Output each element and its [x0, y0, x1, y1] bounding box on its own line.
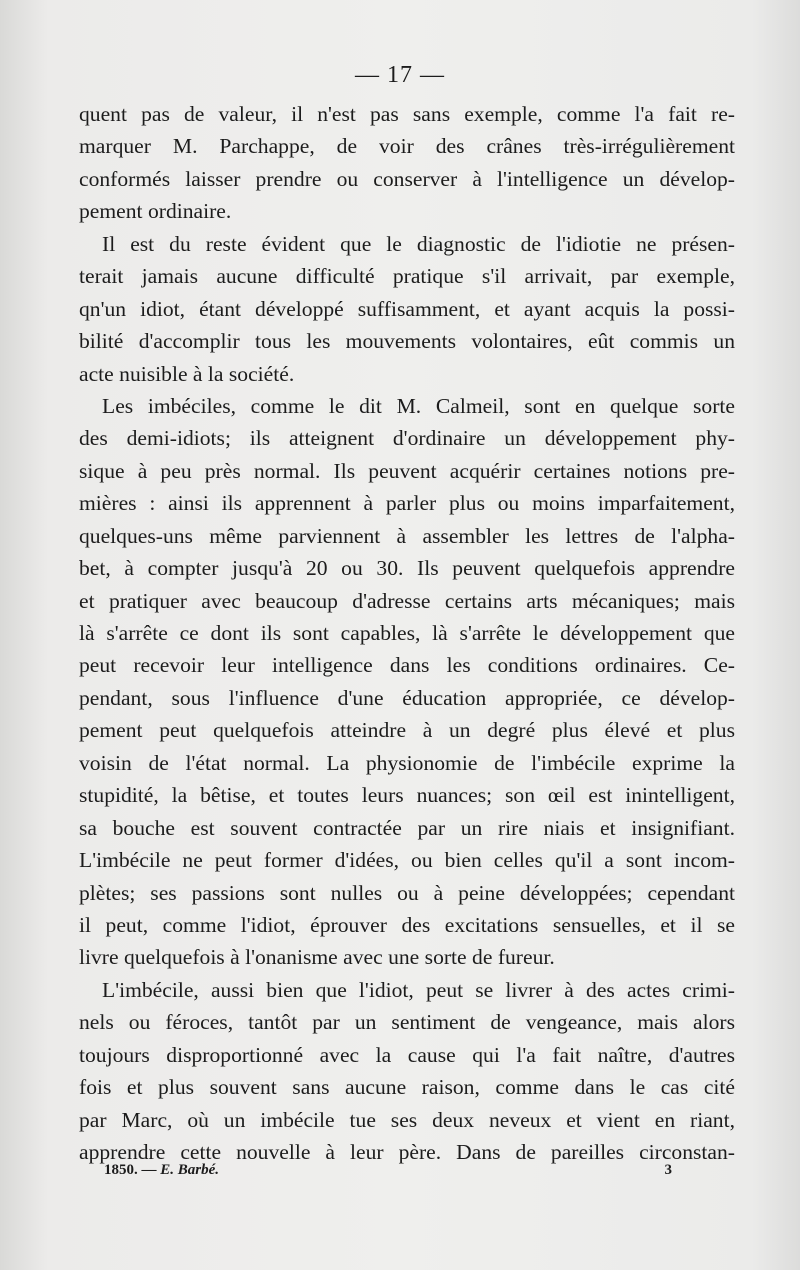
text-line: pement ordinaire.: [79, 199, 232, 224]
paragraph: [79, 974, 735, 1169]
text-line: marquer M. Parchappe, de voir des crânes très-irrégulièrement: [79, 134, 735, 159]
text-line: acte nuisible à la société.: [79, 361, 295, 386]
text-line: nels ou féroces, tantôt par un sentiment de vengeance, mais alors: [79, 1010, 735, 1035]
text-line: plètes; ses passions sont nulles ou à peine développées; cependant: [79, 880, 735, 905]
footer-year: 1850. —: [104, 1162, 157, 1178]
text-line: pendant, sous l'influence d'une éducation appropriée, ce dévelop-: [79, 685, 735, 710]
text-line: fois et plus souvent sans aucune raison, comme dans le cas cité: [79, 1075, 735, 1100]
text-line: quent pas de valeur, il n'est pas sans exemple, comme l'a fait re-: [79, 102, 735, 126]
text-line: des demi-idiots; ils atteignent d'ordinaire un développement phy-: [79, 426, 735, 451]
paragraph: [79, 390, 735, 974]
paragraph: [79, 228, 735, 390]
text-line: conformés laisser prendre ou conserver à l'intelligence un dévelop-: [79, 166, 735, 191]
page-number: — 17 —: [355, 62, 445, 88]
text-line: sa bouche est souvent contractée par un rire niais et insignifiant.: [79, 815, 735, 840]
text-line: voisin de l'état normal. La physionomie de l'imbécile exprime la: [79, 750, 735, 775]
text-line: Il est du reste évident que le diagnostic de l'idiotie ne présen-: [102, 231, 735, 256]
text-line: terait jamais aucune difficulté pratique s'il arrivait, par exemple,: [79, 264, 735, 289]
text-line: quelques-uns même parviennent à assembler les lettres de l'alpha-: [79, 523, 735, 548]
text-line: bet, à compter jusqu'à 20 ou 30. Ils peuvent quelquefois apprendre: [79, 556, 735, 581]
printer-signature: [104, 1162, 219, 1179]
text-line: stupidité, la bêtise, et toutes leurs nuances; son œil est inintelligent,: [79, 783, 735, 808]
text-line: pement peut quelquefois atteindre à un degré plus élevé et plus: [79, 718, 735, 743]
text-line: bilité d'accomplir tous les mouvements volontaires, eût commis un: [79, 329, 735, 354]
text-line: sique à peu près normal. Ils peuvent acquérir certaines notions pre-: [79, 458, 735, 483]
text-line: Les imbéciles, comme le dit M. Calmeil, sont en quelque sorte: [102, 393, 735, 418]
text-line: L'imbécile, aussi bien que l'idiot, peut se livrer à des actes crimi-: [102, 977, 735, 1002]
text-line: L'imbécile ne peut former d'idées, ou bien celles qu'il a sont incom-: [79, 848, 735, 873]
text-line: apprendre cette nouvelle à leur père. Dans de pareilles circonstan-: [79, 1140, 735, 1164]
text-line: mières : ainsi ils apprennent à parler plus ou moins imparfaitement,: [79, 491, 735, 516]
text-line: il peut, comme l'idiot, éprouver des excitations sensuelles, et il se: [79, 912, 735, 937]
paragraph: [79, 98, 735, 228]
text-line: et pratiquer avec beaucoup d'adresse certains arts mécaniques; mais: [79, 588, 735, 613]
text-line: livre quelquefois à l'onanisme avec une sorte de fureur.: [79, 945, 555, 970]
footer-author: E. Barbé.: [160, 1162, 220, 1178]
text-block: [79, 98, 735, 1168]
text-line: qn'un idiot, étant développé suffisamment, et ayant acquis la possi-: [79, 296, 735, 321]
text-line: toujours disproportionné avec la cause qui l'a fait naître, d'autres: [79, 1042, 735, 1067]
text-line: par Marc, où un imbécile tue ses deux neveux et vient en riant,: [79, 1107, 735, 1132]
signature-number: 3: [664, 1162, 672, 1178]
text-line: là s'arrête ce dont ils sont capables, là s'arrête le développement que: [79, 621, 735, 645]
text-line: peut recevoir leur intelligence dans les conditions ordinaires. Ce-: [79, 653, 735, 678]
